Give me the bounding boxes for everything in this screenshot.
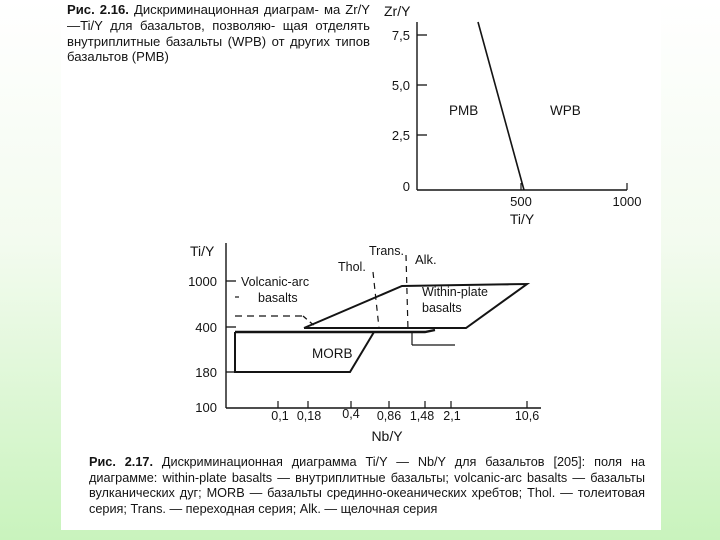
fig217-y-tick-label: 180 [195, 365, 217, 380]
fig217-x-tick-label: 2,1 [443, 409, 461, 423]
fig216-x-tick-label: 1000 [612, 194, 642, 209]
fig217-y-axis-label: Ti/Y [190, 243, 215, 259]
fig217-label-alk: Alk. [415, 252, 437, 267]
fig217-y-tick-label: 400 [195, 320, 217, 335]
fig217-within-plate-field [304, 284, 527, 328]
fig217-x-tick-label: 0,86 [376, 409, 402, 423]
figure-2-17-caption [89, 455, 645, 517]
figure-2-17-caption-label: Рис. 2.17. [89, 455, 153, 469]
fig217-label-morb: MORB [312, 346, 353, 361]
fig216-x-axis-label: Ti/Y [509, 211, 535, 227]
fig217-dashed-trans-thol [373, 272, 379, 328]
figure-2-17-caption-line: хребтов; Thol. — толеитовая серия; Trans. — переходная серия; Alk. — щелочная серия [89, 486, 645, 516]
figure-2-16-caption-line: ма Zr/Y—Ti/Y для базальтов, позволяю- [67, 2, 371, 33]
fig216-x-tick-label: 500 [510, 194, 532, 209]
fig217-label-within-plate: Within-plate [422, 285, 488, 299]
fig217-x-tick-label: 0,1 [271, 409, 289, 423]
fig217-x-tick-label: 0,4 [342, 407, 360, 421]
fig216-y-axis-label: Zr/Y [384, 3, 411, 19]
fig216-y-tick-label: 0 [402, 179, 410, 194]
book-page [61, 0, 661, 530]
fig217-x-tick-label: 0,18 [296, 409, 322, 423]
fig216-y-tick-label: 5,0 [391, 78, 410, 93]
fig217-label-volcanic-arc-2: basalts [258, 291, 298, 305]
fig217-label-thol: Thol. [338, 260, 366, 274]
figures-svg [61, 0, 661, 530]
figure-2-16-caption-label: Рис. 2.16. [67, 2, 129, 17]
fig217-dashed-trans-alk [406, 255, 408, 330]
fig217-label-within-plate-2: basalts [422, 301, 462, 315]
figure-2-16-caption-line: щая отделять внутриплитные базальты [67, 17, 370, 49]
figure-2-16-caption-line: (WPB) от других типов базальтов (PMB) [67, 33, 370, 65]
figure-2-17-diagram [188, 243, 541, 444]
figure-2-16-caption-line: Дискриминационная диаграм- [134, 2, 319, 17]
fig217-morb-upper-boundary [235, 330, 435, 332]
fig217-x-tick-label: 10,6 [514, 409, 540, 423]
fig217-x-axis-label: Nb/Y [371, 428, 403, 444]
fig217-y-tick-label: 1000 [188, 274, 217, 289]
figure-2-17-caption-line: Дискриминационная диаграмма Ti/Y — Nb/Y для базальтов [205]: [161, 455, 586, 469]
figure-2-16-diagram [384, 3, 641, 227]
fig217-morb-field [235, 332, 374, 372]
fig217-y-tick-label: 100 [195, 400, 217, 415]
fig216-field-pmb: PMB [449, 103, 479, 118]
fig217-label-trans: Trans. [369, 244, 404, 258]
fig216-y-tick-label: 2,5 [391, 128, 410, 143]
fig216-y-tick-label: 7,5 [391, 28, 410, 43]
fig216-field-wpb: WPB [550, 103, 581, 118]
fig216-discriminant-line [478, 22, 524, 190]
fig217-label-volcanic-arc: Volcanic-arc [241, 275, 310, 289]
figure-2-17-caption-line: basalts — базальты вулканических дуг; MORB — базальты срединно-океанических [89, 470, 645, 501]
figure-2-17-caption-line: поля на диаграмме: within-plate basalts — внутриплитные базальты; volcanic-arc [89, 455, 646, 485]
fig217-x-tick-label: 1,48 [409, 409, 435, 423]
